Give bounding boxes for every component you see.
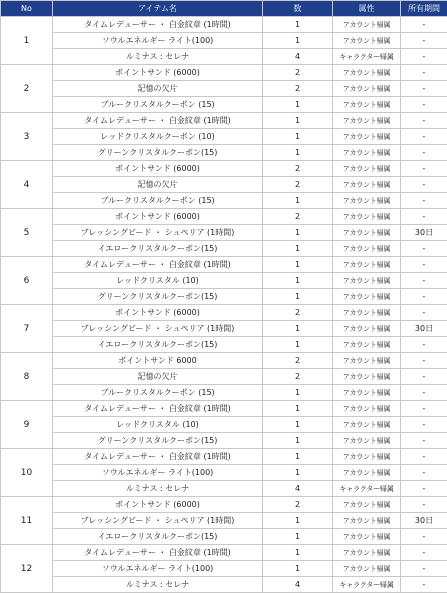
attribute-cell: アカウント帰属 xyxy=(333,449,401,465)
group-number: 5 xyxy=(1,209,53,257)
quantity-cell: 4 xyxy=(263,49,333,65)
quantity-cell: 2 xyxy=(263,177,333,193)
item-name-cell: ポイントサンド (6000) xyxy=(53,65,263,81)
ownership-period-cell: - xyxy=(401,65,447,81)
table-row xyxy=(1,353,447,369)
table-row xyxy=(1,513,447,529)
attribute-cell: アカウント帰属 xyxy=(333,353,401,369)
attribute-cell: アカウント帰属 xyxy=(333,305,401,321)
table-row xyxy=(1,433,447,449)
attribute-cell: アカウント帰属 xyxy=(333,545,401,561)
quantity-cell: 1 xyxy=(263,401,333,417)
ownership-period-cell: - xyxy=(401,561,447,577)
quantity-cell: 2 xyxy=(263,353,333,369)
quantity-cell: 1 xyxy=(263,513,333,529)
item-name-cell: タイムレデューサー ・ 白金紋章 (1時間) xyxy=(53,449,263,465)
item-name-cell: ブルークリスタルクーポン (15) xyxy=(53,97,263,113)
item-name-cell: レッドクリスタル (10) xyxy=(53,417,263,433)
ownership-period-cell: - xyxy=(401,289,447,305)
table-row xyxy=(1,305,447,321)
ownership-period-cell: - xyxy=(401,401,447,417)
table-row xyxy=(1,273,447,289)
quantity-cell: 1 xyxy=(263,433,333,449)
attribute-cell: キャラクター帰属 xyxy=(333,481,401,497)
ownership-period-cell: 30日 xyxy=(401,321,447,337)
ownership-period-cell: - xyxy=(401,81,447,97)
attribute-cell: アカウント帰属 xyxy=(333,209,401,225)
table-row xyxy=(1,113,447,129)
quantity-cell: 1 xyxy=(263,289,333,305)
quantity-cell: 1 xyxy=(263,417,333,433)
quantity-cell: 2 xyxy=(263,305,333,321)
table-row xyxy=(1,497,447,513)
table-row xyxy=(1,161,447,177)
ownership-period-cell: 30日 xyxy=(401,225,447,241)
attribute-cell: アカウント帰属 xyxy=(333,321,401,337)
ownership-period-cell: - xyxy=(401,273,447,289)
item-name-cell: ソウルエネルギー ライト(100) xyxy=(53,465,263,481)
quantity-cell: 2 xyxy=(263,81,333,97)
ownership-period-cell: - xyxy=(401,417,447,433)
table-row xyxy=(1,225,447,241)
group-number: 10 xyxy=(1,449,53,497)
quantity-cell: 1 xyxy=(263,385,333,401)
attribute-cell: アカウント帰属 xyxy=(333,161,401,177)
attribute-cell: アカウント帰属 xyxy=(333,129,401,145)
ownership-period-cell: - xyxy=(401,49,447,65)
ownership-period-cell: - xyxy=(401,481,447,497)
item-name-cell: ソウルエネルギー ライト(100) xyxy=(53,33,263,49)
ownership-period-cell: - xyxy=(401,193,447,209)
item-name-cell: レッドクリスタルクーポン (10) xyxy=(53,129,263,145)
ownership-period-cell: - xyxy=(401,449,447,465)
table-row xyxy=(1,209,447,225)
attribute-cell: アカウント帰属 xyxy=(333,33,401,49)
attribute-cell: アカウント帰属 xyxy=(333,17,401,33)
table-row xyxy=(1,577,447,593)
ownership-period-cell: - xyxy=(401,145,447,161)
header-row xyxy=(1,1,447,17)
table-row xyxy=(1,241,447,257)
attribute-cell: アカウント帰属 xyxy=(333,529,401,545)
quantity-cell: 1 xyxy=(263,129,333,145)
quantity-cell: 1 xyxy=(263,193,333,209)
quantity-cell: 1 xyxy=(263,225,333,241)
attribute-cell: アカウント帰属 xyxy=(333,289,401,305)
item-name-cell: ルミナス : セレナ xyxy=(53,49,263,65)
group-number: 9 xyxy=(1,401,53,449)
quantity-cell: 4 xyxy=(263,577,333,593)
quantity-cell: 1 xyxy=(263,17,333,33)
quantity-cell: 1 xyxy=(263,465,333,481)
table-row xyxy=(1,49,447,65)
item-name-cell: ブルークリスタルクーポン (15) xyxy=(53,193,263,209)
ownership-period-cell: - xyxy=(401,97,447,113)
ownership-period-cell: - xyxy=(401,369,447,385)
attribute-cell: アカウント帰属 xyxy=(333,177,401,193)
table-row xyxy=(1,81,447,97)
item-name-cell: グリーンクリスタルクーポン(15) xyxy=(53,433,263,449)
attribute-cell: アカウント帰属 xyxy=(333,241,401,257)
group-number: 1 xyxy=(1,17,53,65)
quantity-cell: 1 xyxy=(263,561,333,577)
item-name-cell: タイムレデューサー ・ 白金紋章 (1時間) xyxy=(53,545,263,561)
attribute-cell: アカウント帰属 xyxy=(333,145,401,161)
item-name-cell: タイムレデューサー ・ 白金紋章 (1時間) xyxy=(53,257,263,273)
quantity-cell: 1 xyxy=(263,241,333,257)
item-name-cell: イエロークリスタルクーポン(15) xyxy=(53,241,263,257)
item-name-cell: 記憶の欠片 xyxy=(53,369,263,385)
header-no: No xyxy=(1,1,53,17)
attribute-cell: アカウント帰属 xyxy=(333,385,401,401)
table-row xyxy=(1,417,447,433)
item-name-cell: ブレッシングビード ・ シュペリア (1時間) xyxy=(53,225,263,241)
quantity-cell: 2 xyxy=(263,209,333,225)
item-name-cell: ポイントサンド (6000) xyxy=(53,161,263,177)
header-quantity: 数 xyxy=(263,1,333,17)
group-number: 12 xyxy=(1,545,53,593)
ownership-period-cell: - xyxy=(401,113,447,129)
quantity-cell: 2 xyxy=(263,497,333,513)
header-attribute: 属性 xyxy=(333,1,401,17)
attribute-cell: アカウント帰属 xyxy=(333,273,401,289)
header-item-name: アイテム名 xyxy=(53,1,263,17)
ownership-period-cell: - xyxy=(401,161,447,177)
item-name-cell: ソウルエネルギー ライト(100) xyxy=(53,561,263,577)
item-name-cell: グリーンクリスタルクーポン(15) xyxy=(53,145,263,161)
attribute-cell: アカウント帰属 xyxy=(333,369,401,385)
table-row xyxy=(1,257,447,273)
group-number: 2 xyxy=(1,65,53,113)
table-row xyxy=(1,289,447,305)
item-name-cell: ルミナス : セレナ xyxy=(53,577,263,593)
table-row xyxy=(1,401,447,417)
group-number: 8 xyxy=(1,353,53,401)
ownership-period-cell: - xyxy=(401,433,447,449)
attribute-cell: アカウント帰属 xyxy=(333,401,401,417)
attribute-cell: アカウント帰属 xyxy=(333,561,401,577)
group-number: 3 xyxy=(1,113,53,161)
item-name-cell: ポイントサンド (6000) xyxy=(53,209,263,225)
attribute-cell: アカウント帰属 xyxy=(333,497,401,513)
quantity-cell: 2 xyxy=(263,369,333,385)
ownership-period-cell: - xyxy=(401,545,447,561)
item-name-cell: ブルークリスタルクーポン (15) xyxy=(53,385,263,401)
ownership-period-cell: - xyxy=(401,17,447,33)
item-name-cell: ブレッシングビード ・ シュペリア (1時間) xyxy=(53,321,263,337)
quantity-cell: 2 xyxy=(263,65,333,81)
quantity-cell: 1 xyxy=(263,545,333,561)
attribute-cell: アカウント帰属 xyxy=(333,193,401,209)
attribute-cell: アカウント帰属 xyxy=(333,337,401,353)
table-row xyxy=(1,385,447,401)
table-row xyxy=(1,465,447,481)
attribute-cell: アカウント帰属 xyxy=(333,65,401,81)
attribute-cell: アカウント帰属 xyxy=(333,225,401,241)
ownership-period-cell: - xyxy=(401,465,447,481)
attribute-cell: アカウント帰属 xyxy=(333,81,401,97)
attribute-cell: キャラクター帰属 xyxy=(333,577,401,593)
table-row xyxy=(1,33,447,49)
quantity-cell: 1 xyxy=(263,257,333,273)
ownership-period-cell: - xyxy=(401,385,447,401)
attribute-cell: アカウント帰属 xyxy=(333,465,401,481)
item-name-cell: タイムレデューサー ・ 白金紋章 (1時間) xyxy=(53,401,263,417)
table-row xyxy=(1,193,447,209)
quantity-cell: 1 xyxy=(263,449,333,465)
quantity-cell: 2 xyxy=(263,161,333,177)
table-row xyxy=(1,337,447,353)
table-row xyxy=(1,145,447,161)
table-row xyxy=(1,321,447,337)
ownership-period-cell: - xyxy=(401,241,447,257)
ownership-period-cell: 30日 xyxy=(401,513,447,529)
attribute-cell: キャラクター帰属 xyxy=(333,49,401,65)
attribute-cell: アカウント帰属 xyxy=(333,417,401,433)
item-name-cell: ポイントサンド (6000) xyxy=(53,305,263,321)
attribute-cell: アカウント帰属 xyxy=(333,257,401,273)
item-name-cell: タイムレデューサー ・ 白金紋章 (1時間) xyxy=(53,17,263,33)
attribute-cell: アカウント帰属 xyxy=(333,433,401,449)
ownership-period-cell: - xyxy=(401,33,447,49)
table-row xyxy=(1,65,447,81)
item-name-cell: タイムレデューサー ・ 白金紋章 (1時間) xyxy=(53,113,263,129)
item-name-cell: レッドクリスタル (10) xyxy=(53,273,263,289)
table-row xyxy=(1,177,447,193)
ownership-period-cell: - xyxy=(401,129,447,145)
ownership-period-cell: - xyxy=(401,337,447,353)
quantity-cell: 1 xyxy=(263,321,333,337)
header-ownership-period: 所有期間 xyxy=(401,1,447,17)
group-number: 6 xyxy=(1,257,53,305)
ownership-period-cell: - xyxy=(401,529,447,545)
table-row xyxy=(1,369,447,385)
table-row xyxy=(1,97,447,113)
quantity-cell: 1 xyxy=(263,273,333,289)
item-name-cell: ブレッシングビード ・ シュペリア (1時間) xyxy=(53,513,263,529)
table-body xyxy=(1,17,447,593)
table-row xyxy=(1,481,447,497)
item-name-cell: イエロークリスタルクーポン(15) xyxy=(53,529,263,545)
ownership-period-cell: - xyxy=(401,257,447,273)
quantity-cell: 1 xyxy=(263,33,333,49)
ownership-period-cell: - xyxy=(401,577,447,593)
attribute-cell: アカウント帰属 xyxy=(333,113,401,129)
quantity-cell: 1 xyxy=(263,529,333,545)
ownership-period-cell: - xyxy=(401,305,447,321)
item-name-cell: 記憶の欠片 xyxy=(53,81,263,97)
quantity-cell: 1 xyxy=(263,97,333,113)
attribute-cell: アカウント帰属 xyxy=(333,513,401,529)
table-row xyxy=(1,449,447,465)
item-name-cell: ルミナス : セレナ xyxy=(53,481,263,497)
table-row xyxy=(1,529,447,545)
item-name-cell: グリーンクリスタルクーポン(15) xyxy=(53,289,263,305)
group-number: 11 xyxy=(1,497,53,545)
quantity-cell: 1 xyxy=(263,337,333,353)
table-header xyxy=(1,1,447,17)
quantity-cell: 4 xyxy=(263,481,333,497)
ownership-period-cell: - xyxy=(401,497,447,513)
ownership-period-cell: - xyxy=(401,209,447,225)
table-row xyxy=(1,561,447,577)
table-row xyxy=(1,545,447,561)
group-number: 4 xyxy=(1,161,53,209)
item-name-cell: イエロークリスタルクーポン(15) xyxy=(53,337,263,353)
quantity-cell: 1 xyxy=(263,113,333,129)
item-name-cell: ポイントサンド (6000) xyxy=(53,497,263,513)
item-name-cell: 記憶の欠片 xyxy=(53,177,263,193)
group-number: 7 xyxy=(1,305,53,353)
ownership-period-cell: - xyxy=(401,353,447,369)
ownership-period-cell: - xyxy=(401,177,447,193)
item-name-cell: ポイントサンド 6000 xyxy=(53,353,263,369)
table-row xyxy=(1,129,447,145)
quantity-cell: 1 xyxy=(263,145,333,161)
attribute-cell: アカウント帰属 xyxy=(333,97,401,113)
table-row xyxy=(1,17,447,33)
